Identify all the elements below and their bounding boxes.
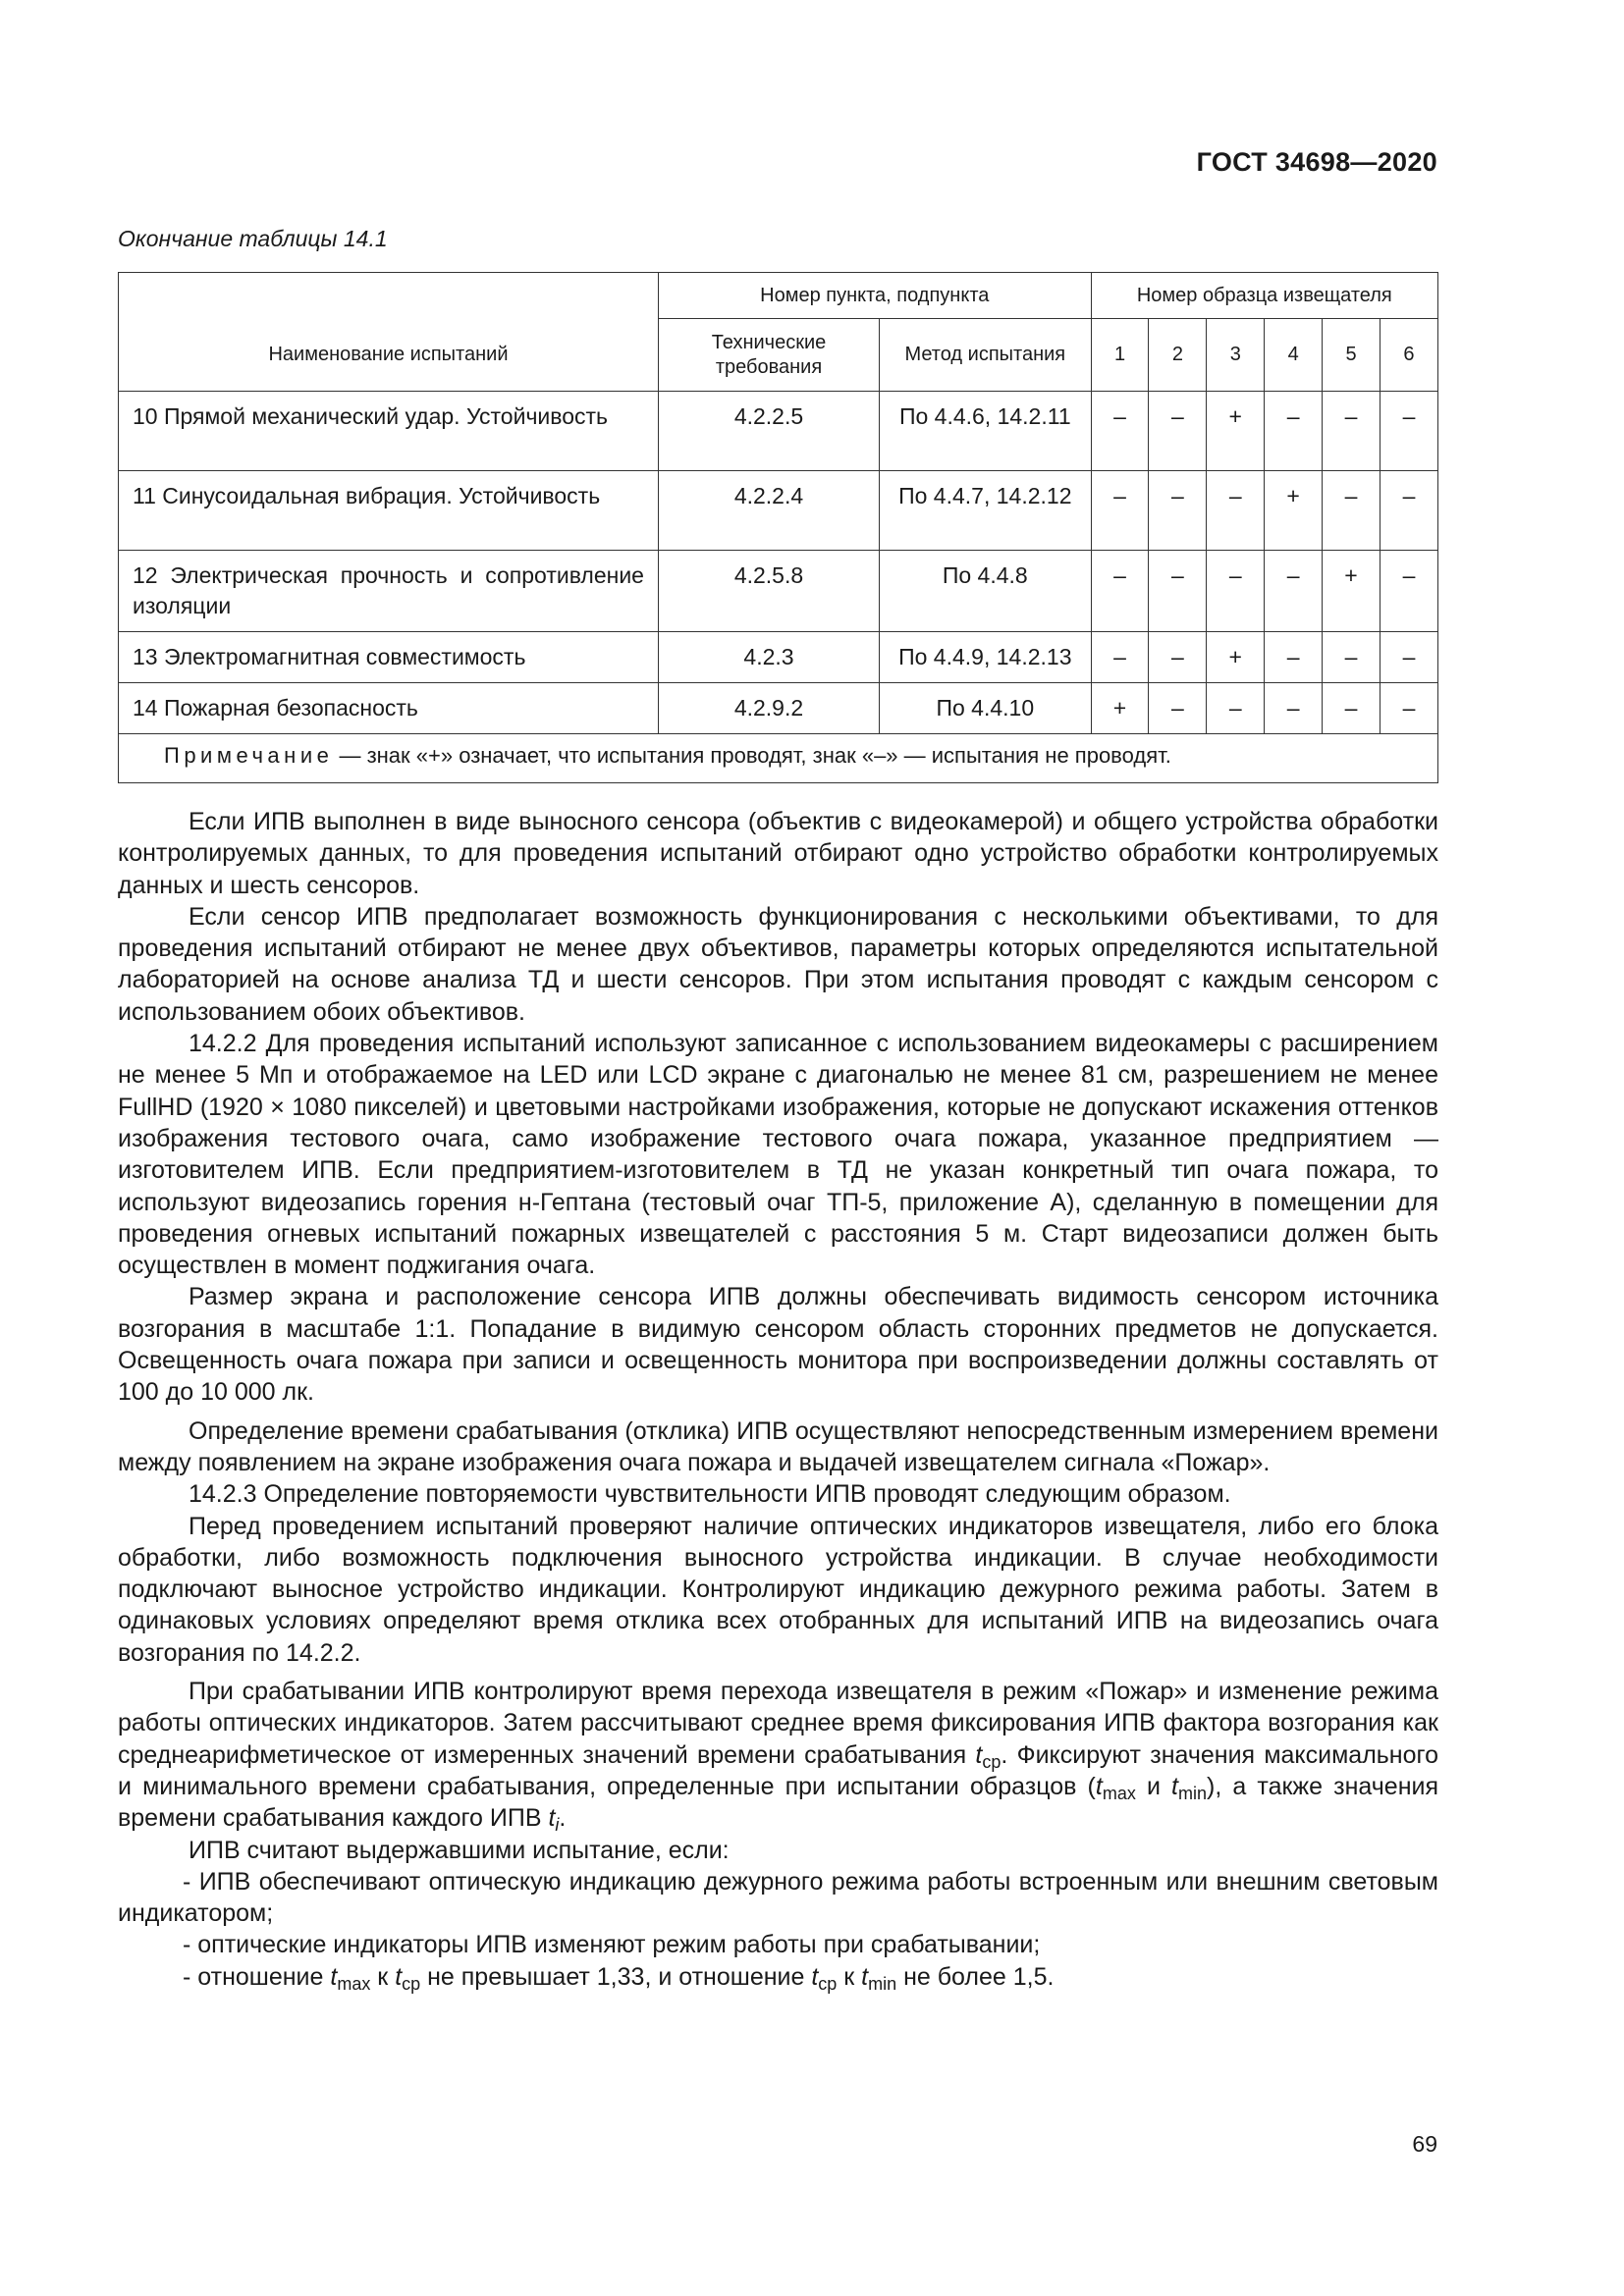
- symbol-t: t: [811, 1962, 819, 1991]
- header-sample-5: 5: [1323, 319, 1380, 392]
- row-mark: –: [1207, 471, 1265, 551]
- table-row: [119, 392, 1438, 471]
- row-mark: +: [1091, 683, 1149, 734]
- subscript-cp: ср: [402, 1973, 421, 1994]
- symbol-t: t: [975, 1740, 983, 1769]
- header-tech-requirements: Технические требования: [658, 319, 879, 392]
- header-sample-3: 3: [1207, 319, 1265, 392]
- symbol-t: t: [395, 1962, 403, 1991]
- header-test-method: Метод испытания: [880, 319, 1092, 392]
- symbol-t: t: [1171, 1772, 1178, 1800]
- table-row: [119, 551, 1438, 632]
- symbol-t: t: [330, 1962, 338, 1991]
- text-run: ), а также значения времени срабатывания каждого ИПВ: [118, 1772, 1439, 1833]
- row-requirement: 4.2.3: [658, 632, 879, 683]
- subscript-max: max: [337, 1973, 371, 1994]
- row-mark: –: [1149, 551, 1207, 632]
- row-mark: +: [1323, 551, 1380, 632]
- symbol-t: t: [1095, 1772, 1103, 1800]
- paragraph: 14.2.2 Для проведения испытаний используют записанное с использованием видеокамеры с расширением не менее 5 Мп и отображаемое на LED или LCD экране с диагональю не менее 81 см, разрешением не менее FullHD (1920 × 1080 пикселей) и цветовыми настройками изображения, которые не допускают искажения оттенков изображения тестового очага, само изображение тестового очага пожара, указанное предприятием — изготовителем ИПВ. Если предприятием-изготовителем в ТД не указан конкретный тип очага пожара, то используют видеозапись горения н-Гептана (тестовый очаг ТП-5, приложение А), сделанную в помещении для проведения огневых испытаний пожарных извещателей с расстояния 5 м. Старт видеозаписи должен быть осуществлен в момент поджигания очага.: [118, 1030, 1438, 1280]
- row-mark: –: [1265, 551, 1323, 632]
- paragraph: Перед проведением испытаний проверяют наличие оптических индикаторов извещателя, либо его блока обработки, либо возможность подключения выносного устройства индикации. В случае необходимости подключают выносное устройство индикации. Контролируют индикацию дежурного режима работы. Затем в одинаковых условиях определяют время отклика всех отобранных для испытаний ИПВ на видеозапись очага возгорания по 14.2.2.: [118, 1512, 1438, 1667]
- row-requirement: 4.2.2.4: [658, 471, 879, 551]
- text-run: - отношение: [183, 1962, 331, 1991]
- paragraph: Размер экрана и расположение сенсора ИПВ должны обеспечивать видимость сенсором источника возгорания в масштабе 1:1. Попадание в видимую сенсором область сторонних предметов не допускается. Освещенность очага пожара при записи и освещенность монитора при воспроизведении должны составлять от 100 до 10 000 лк.: [118, 1283, 1438, 1407]
- paragraph: Если ИПВ выполнен в виде выносного сенсора (объектив с видеокамерой) и общего устройства обработки контролируемых данных, то для проведения испытаний отбирают одно устройство обработки контролируемых данных и шесть сенсоров.: [118, 808, 1438, 899]
- subscript-min: min: [1177, 1783, 1207, 1803]
- list-item: - оптические индикаторы ИПВ изменяют режим работы при срабатывании;: [183, 1931, 1041, 1959]
- row-mark: –: [1380, 551, 1437, 632]
- row-mark: –: [1323, 392, 1380, 471]
- row-method: По 4.4.6, 14.2.11: [880, 392, 1092, 471]
- row-mark: –: [1091, 471, 1149, 551]
- row-mark: –: [1091, 551, 1149, 632]
- header-sample-2: 2: [1149, 319, 1207, 392]
- row-mark: +: [1265, 471, 1323, 551]
- header-sample-group: Номер образца извещателя: [1091, 273, 1437, 319]
- list-item-ratio: [118, 1961, 1438, 1993]
- symbol-t: t: [861, 1962, 869, 1991]
- subscript-min: min: [868, 1973, 897, 1994]
- note-text: — знак «+» означает, что испытания проводят, знак «–» — испытания не проводят.: [333, 743, 1171, 768]
- row-mark: –: [1149, 632, 1207, 683]
- paragraph: ИПВ считают выдержавшими испытание, если:: [189, 1836, 730, 1864]
- paragraph-response-time: [118, 1676, 1438, 1834]
- row-requirement: 4.2.2.5: [658, 392, 879, 471]
- table-row: [119, 683, 1438, 734]
- tests-table: [118, 272, 1438, 783]
- text-run: не превышает 1,33, и отношение: [420, 1962, 812, 1991]
- row-method: По 4.4.8: [880, 551, 1092, 632]
- row-mark: –: [1149, 392, 1207, 471]
- header-clause-group: Номер пункта, подпункта: [658, 273, 1091, 319]
- standard-designation: ГОСТ 34698—2020: [1196, 147, 1437, 177]
- row-mark: –: [1323, 471, 1380, 551]
- row-test-name: 11 Синусоидальная вибрация. Устойчивость: [119, 471, 659, 551]
- table-caption: Окончание таблицы 14.1: [118, 226, 388, 251]
- table-note: [119, 734, 1438, 783]
- row-test-name: 14 Пожарная безопасность: [119, 683, 659, 734]
- row-mark: –: [1323, 683, 1380, 734]
- row-mark: –: [1207, 683, 1265, 734]
- row-test-name: 12 Электрическая прочность и сопротивление изоляции: [119, 551, 659, 632]
- body-text: [118, 806, 1438, 1993]
- row-requirement: 4.2.5.8: [658, 551, 879, 632]
- header-test-name: Наименование испытаний: [119, 273, 659, 392]
- row-mark: –: [1323, 632, 1380, 683]
- row-mark: –: [1149, 683, 1207, 734]
- table-row: [119, 471, 1438, 551]
- row-test-name: 13 Электромагнитная совместимость: [119, 632, 659, 683]
- row-method: По 4.4.10: [880, 683, 1092, 734]
- subscript-cp: ср: [818, 1973, 838, 1994]
- table-row: [119, 632, 1438, 683]
- header-sample-1: 1: [1091, 319, 1149, 392]
- row-method: По 4.4.7, 14.2.12: [880, 471, 1092, 551]
- paragraph: Если сенсор ИПВ предполагает возможность функционирования с несколькими объективами, то для проведения испытаний отбирают не менее двух объективов, параметры которых определяются испытательной лабораторией на основе анализа ТД и шести сенсоров. При этом испытания проводят с каждым сенсором с использованием обоих объективов.: [118, 902, 1438, 1026]
- paragraph: Определение времени срабатывания (отклика) ИПВ осуществляют непосредственным измерением времени между появлением на экране изображения очага пожара и выдачей извещателем сигнала «Пожар».: [118, 1416, 1438, 1476]
- row-mark: –: [1380, 392, 1437, 471]
- text-run: к: [370, 1962, 396, 1991]
- row-mark: –: [1380, 471, 1437, 551]
- subscript-cp: ср: [982, 1751, 1001, 1772]
- text-run: . Фиксируют значения максимального и минимального времени срабатывания, определенные при испытании образцов (: [118, 1740, 1438, 1800]
- row-mark: –: [1207, 551, 1265, 632]
- row-mark: +: [1207, 392, 1265, 471]
- row-mark: –: [1265, 632, 1323, 683]
- text-run: не более 1,5.: [896, 1962, 1055, 1991]
- text-run: .: [559, 1804, 567, 1833]
- list-item: - ИПВ обеспечивают оптическую индикацию дежурного режима работы встроенным или внешним световым индикатором;: [118, 1867, 1438, 1928]
- subscript-max: max: [1102, 1783, 1136, 1803]
- subscript-i: i: [555, 1815, 560, 1836]
- text-run: и: [1135, 1772, 1172, 1800]
- row-mark: –: [1091, 392, 1149, 471]
- row-mark: –: [1149, 471, 1207, 551]
- row-mark: –: [1265, 683, 1323, 734]
- header-sample-4: 4: [1265, 319, 1323, 392]
- row-mark: –: [1380, 632, 1437, 683]
- row-mark: –: [1380, 683, 1437, 734]
- text-run: При срабатывании ИПВ контролируют время перехода извещателя в режим «Пожар» и изменение режима работы оптических индикаторов. Затем рассчитывают среднее время фиксирования ИПВ фактора возгорания как среднеарифметическое от измеренных значений времени срабатывания: [118, 1678, 1438, 1769]
- header-sample-6: 6: [1380, 319, 1437, 392]
- text-run: к: [837, 1962, 862, 1991]
- row-mark: –: [1265, 392, 1323, 471]
- row-test-name: 10 Прямой механический удар. Устойчивость: [119, 392, 659, 471]
- paragraph: 14.2.3 Определение повторяемости чувствительности ИПВ проводят следующим образом.: [189, 1480, 1231, 1509]
- row-requirement: 4.2.9.2: [658, 683, 879, 734]
- row-mark: +: [1207, 632, 1265, 683]
- row-method: По 4.4.9, 14.2.13: [880, 632, 1092, 683]
- symbol-t: t: [548, 1804, 556, 1833]
- row-mark: –: [1091, 632, 1149, 683]
- note-label: Примечание: [164, 743, 334, 768]
- page-number: 69: [1412, 2131, 1437, 2157]
